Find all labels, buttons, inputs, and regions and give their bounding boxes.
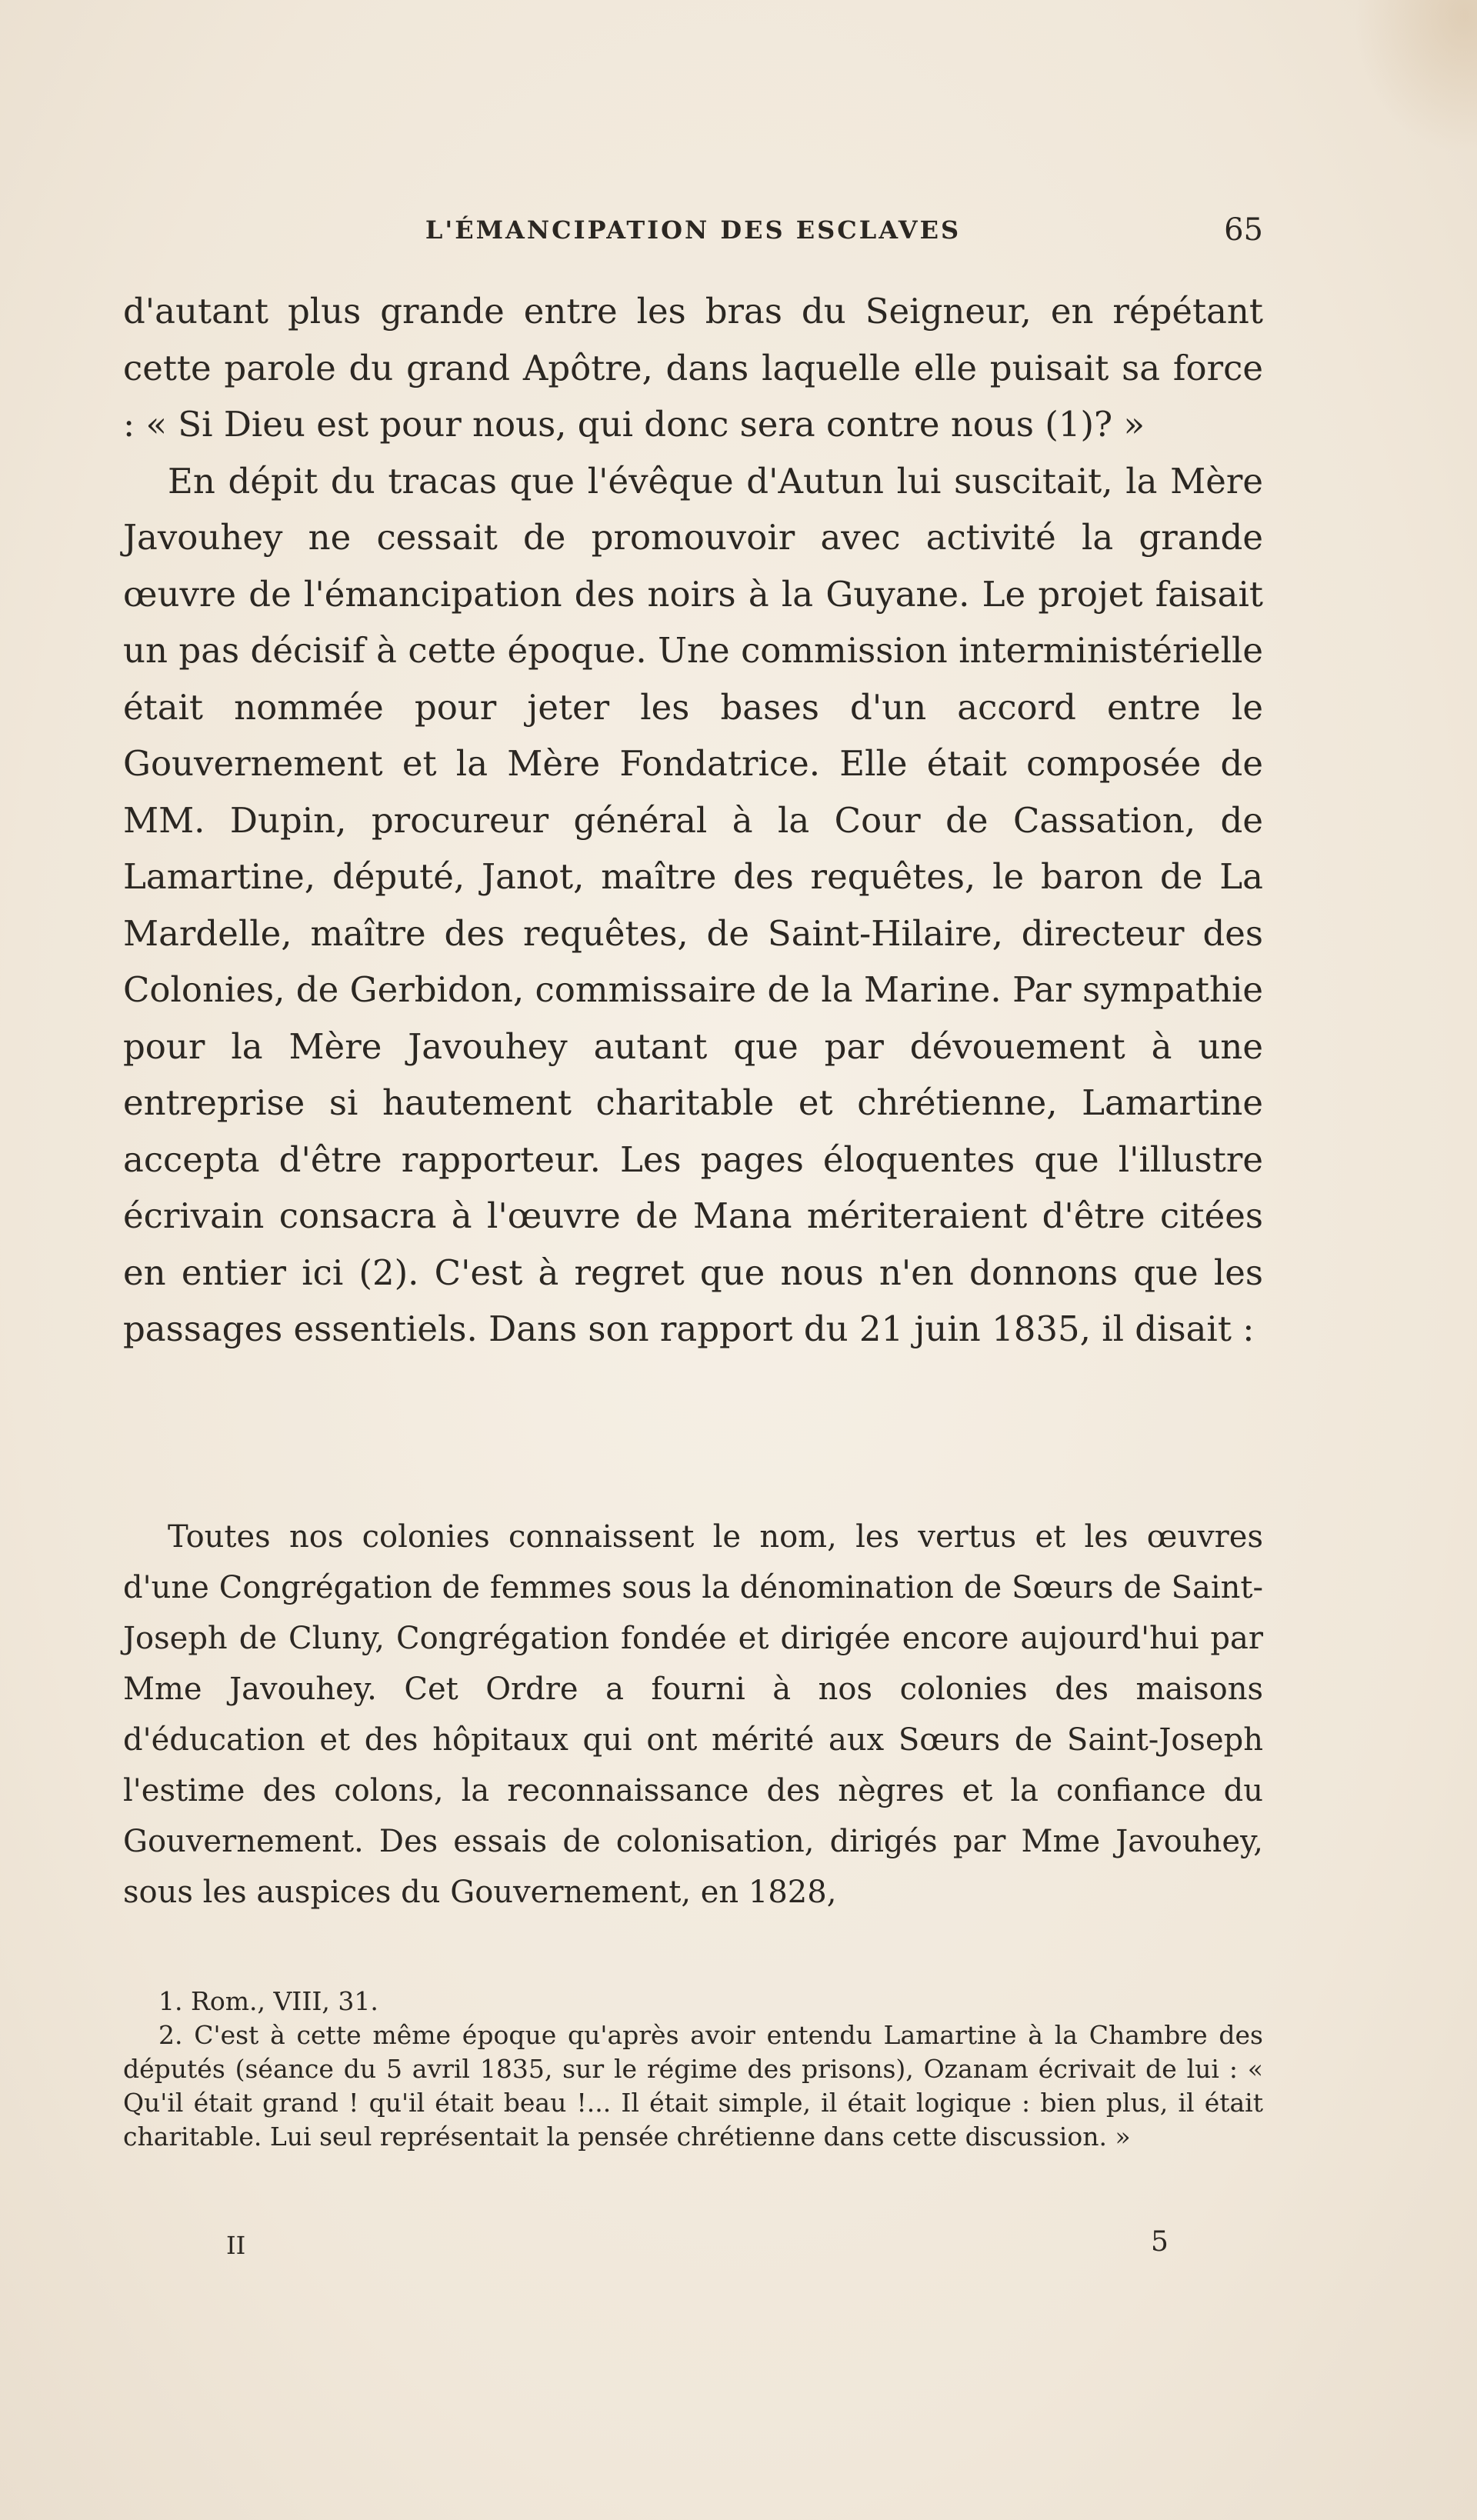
footnote-1: 1. Rom., VIII, 31. [158,1986,378,2016]
block-quote [123,1512,1263,1918]
footnotes [123,1985,1263,2154]
page-number: 65 [1224,212,1263,248]
signature-mark: II [226,2231,246,2260]
main-text [123,283,1263,1358]
paragraph-1: d'autant plus grande entre les bras du Seigneur, en répétant cette parole du grand Apôtre, dans laquelle elle puisait sa force : « Si Dieu est pour nous, qui donc sera contre nous (1)? » [123,291,1263,445]
quote-text: Toutes nos colonies connaissent le nom, les vertus et les œuvres d'une Congrégation de femmes sous la dénomination de Sœurs de Saint-Joseph de Cluny, Congrégation fondée et dirigée encore aujourd'hui par Mme Javouhey. Cet Ordre a fourni à nos colonies des maisons d'éducation et des hôpitaux qui ont mérité aux Sœurs de Saint-Joseph l'estime des colons, la reconnaissance des nègres et la confiance du Gouvernement. Des essais de colonisation, dirigés par Mme Javouhey, sous les auspices du Gouvernement, en 1828, [123,1519,1263,1910]
page-stain [1354,0,1477,154]
footnote-2: 2. C'est à cette même époque qu'après avoir entendu Lamartine à la Chambre des députés (séance du 5 avril 1835, sur le régime des prisons), Ozanam écrivait de lui : « Qu'il était grand ! qu'il était beau !... Il était simple, il était logique : bien plus, il était charitable. Lui seul représentait la pensée chrétienne dans cette discussion. » [123,2020,1263,2152]
paragraph-2: En dépit du tracas que l'évêque d'Autun lui suscitait, la Mère Javouhey ne cessait de promouvoir avec activité la grande œuvre de l'émancipation des noirs à la Guyane. Le projet faisait un pas décisif à cette époque. Une commission interministérielle était nommée pour jeter les bases d'un accord entre le Gouvernement et la Mère Fondatrice. Elle était composée de MM. Dupin, procureur général à la Cour de Cassation, de Lamartine, député, Janot, maître des requêtes, le baron de La Mardelle, maître des requêtes, de Saint-Hilaire, directeur des Colonies, de Gerbidon, commissaire de la Marine. Par sympathie pour la Mère Javouhey autant que par dévouement à une entreprise si hautement charitable et chrétienne, Lamartine accepta d'être rapporteur. Les pages éloquentes que l'illustre écrivain consacra à l'œuvre de Mana mériteraient d'être citées en entier ici (2). C'est à regret que nous n'en donnons que les passages essentiels. Dans son rapport du 21 juin 1835, il disait : [123,460,1263,1349]
page-header [123,202,1263,248]
running-title: L'ÉMANCIPATION DES ESCLAVES [425,215,962,245]
sheet-number: 5 [1151,2226,1169,2258]
